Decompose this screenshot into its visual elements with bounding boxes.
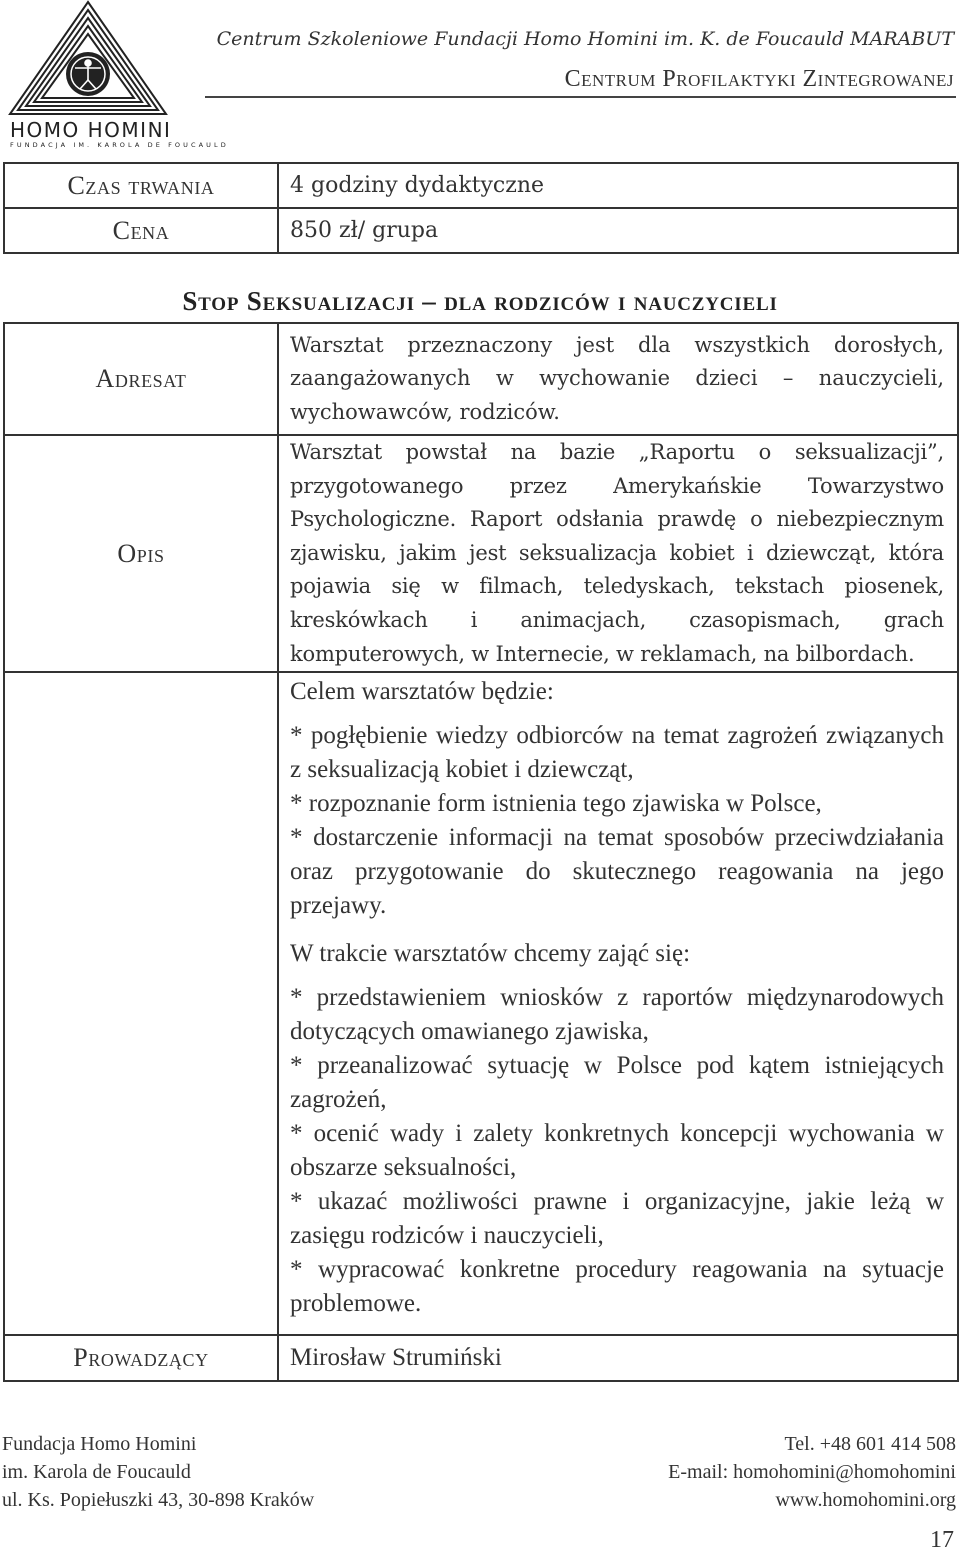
price-value: 850 zł/ grupa [278, 208, 958, 253]
topic-item: * przeanalizować sytuację w Polsce pod kątem istniejących zagrożeń, [290, 1052, 944, 1114]
footer-org-name: Fundacja Homo Homini [2, 1433, 197, 1455]
page-number: 17 [930, 1527, 954, 1553]
goal-item: * rozpoznanie form istnienia tego zjawiska w Polsce, [290, 790, 822, 818]
duration-value: 4 godziny dydaktyczne [278, 163, 958, 208]
duration-label: Czas trwania [4, 163, 278, 208]
price-label: Cena [4, 208, 278, 253]
description-text: Warsztat powstał na bazie „Raportu o seksualizacji”, przygotowanego przez Amerykańskie Towarzystwo Psychologiczne. Raport odsłania prawdę o niebezpiecznym zjawisku, jakim jest seksualizacja kobiet i dziewcząt, która pojawia się w filmach, teledyskach, tekstach piosenek, kreskówkach i animacjach, czasopismach, grach komputerowych, w Internecie, w reklamach, na bilbordach. [290, 440, 944, 666]
description-row [4, 435, 958, 672]
goals-heading: Celem warsztatów będzie: [290, 678, 554, 706]
logo-name: HOMO HOMINI [10, 118, 172, 142]
workshop-table [3, 322, 959, 1382]
topic-item: * ocenić wady i zalety konkretnych koncepcji wychowania w obszarze seksualności, [290, 1120, 944, 1182]
header-divider [205, 96, 956, 98]
topic-item: * przedstawieniem wniosków z raportów międzynarodowych dotyczących omawianego zjawiska, [290, 984, 944, 1046]
footer-org-address: ul. Ks. Popiełuszki 43, 30-898 Kraków [2, 1489, 315, 1511]
topic-item: * ukazać możliwości prawne i organizacyjne, jakie leżą w zasięgu rodziców i nauczycieli, [290, 1188, 944, 1250]
description-label: Opis [4, 435, 278, 672]
topic-item: * wypracować konkretne procedury reagowania na sytuacje problemowe. [290, 1256, 944, 1318]
footer-phone: Tel. +48 601 414 508 [784, 1433, 956, 1455]
logo-triangle-icon [8, 0, 168, 118]
goal-item: * dostarczenie informacji na temat sposobów przeciwdziałania oraz przygotowanie do skutecznego reagowania na jego przejawy. [290, 824, 944, 920]
footer-website: www.homohomini.org [775, 1489, 956, 1511]
topics-heading: W trakcie warsztatów chcemy zająć się: [290, 940, 691, 968]
trainer-label: Prowadzący [4, 1335, 278, 1381]
goals-row [4, 672, 958, 1335]
footer-email: E-mail: homohomini@homohomini [668, 1461, 956, 1483]
trainer-value: Mirosław Strumiński [278, 1335, 958, 1381]
trainer-row [4, 1335, 958, 1381]
header-center-subtitle: Centrum Profilaktyki Zintegrowanej [564, 66, 954, 92]
duration-row [4, 163, 958, 208]
price-row [4, 208, 958, 253]
footer-org-patron: im. Karola de Foucauld [2, 1461, 191, 1483]
workshop-title: Stop Seksualizacji – dla rodziców i nauczycieli [182, 286, 778, 316]
goal-item: * pogłębienie wiedzy odbiorców na temat zagrożeń związanych z seksualizacją kobiet i dziewcząt, [290, 722, 944, 784]
header-center-name: Centrum Szkoleniowe Fundacji Homo Homini im. K. de Foucauld MARABUT [216, 28, 954, 50]
info-table [3, 162, 959, 254]
addressee-row [4, 323, 958, 435]
addressee-label: Adresat [4, 323, 278, 435]
logo-subtitle: FUNDACJA IM. KAROLA DE FOUCAULD [10, 141, 229, 149]
addressee-text: Warsztat przeznaczony jest dla wszystkich dorosłych, zaangażowanych w wychowanie dzieci – nauczycieli, wychowawców, rodziców. [290, 332, 944, 424]
footer-address [2, 1430, 314, 1514]
footer-contact [668, 1430, 956, 1514]
